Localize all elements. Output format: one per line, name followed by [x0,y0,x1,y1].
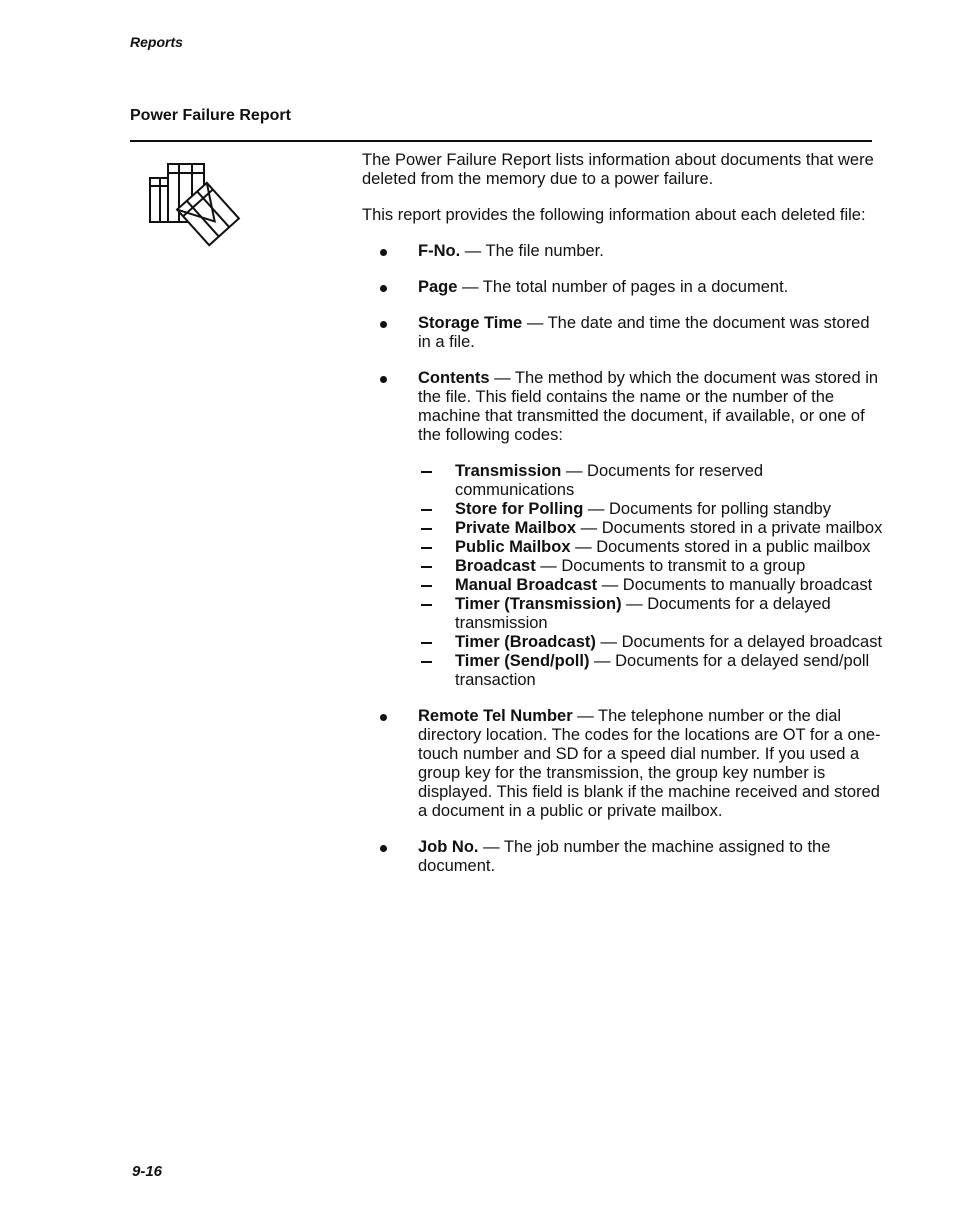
field-term: Job No. [418,838,479,856]
field-term: Remote Tel Number [418,707,573,725]
code-description: — Documents to transmit to a group [535,557,806,575]
dash-icon [421,566,432,568]
running-head: Reports [130,34,183,50]
bullet-icon [380,249,387,256]
code-term: Public Mailbox [455,538,571,556]
code-item [418,652,886,690]
title-rule [130,140,872,142]
code-term: Transmission [455,462,562,480]
code-description: — Documents for polling standby [583,500,831,518]
bullet-icon [380,285,387,292]
code-item [418,576,886,595]
bullet-icon [380,845,387,852]
field-description: — The telephone number or the dial directory location. The codes for the locations are OT for a one-touch number and SD for a speed dial number. If you used a group key for the transmission, the group key number is displayed. This field is blank if the machine received and stored a document in a public or private mailbox. [418,707,881,820]
list-item [362,838,886,876]
code-term: Timer (Broadcast) [455,633,596,651]
list-item [362,369,886,690]
code-term: Store for Polling [455,500,584,518]
document-files-icon [146,158,242,248]
code-term: Private Mailbox [455,519,577,537]
dash-icon [421,471,432,473]
dash-icon [421,661,432,663]
bullet-icon [380,321,387,328]
bullet-icon [380,376,387,383]
code-item [418,557,886,576]
code-item [418,519,886,538]
bullet-icon [380,714,387,721]
list-item [362,278,886,297]
list-item [362,242,886,261]
code-description: — Documents to manually broadcast [597,576,873,594]
field-description: — The date and time the document was stored in a file. [418,314,870,351]
page-number: 9-16 [132,1163,163,1180]
code-description: — Documents stored in a private mailbox [576,519,883,537]
code-description: — Documents for a delayed send/poll transaction [455,652,870,689]
code-description: — Documents stored in a public mailbox [570,538,871,556]
field-description: — The job number the machine assigned to the document. [418,838,831,875]
field-term: Storage Time [418,314,523,332]
code-description: — Documents for reserved communications [455,462,764,499]
dash-icon [421,509,432,511]
code-item [418,462,886,500]
code-item [418,538,886,557]
field-description: — The file number. [460,242,604,260]
code-term: Broadcast [455,557,536,575]
report-description [362,151,886,893]
field-description: — The total number of pages in a document. [457,278,789,296]
code-item [418,595,886,633]
field-term: F-No. [418,242,461,260]
dash-icon [421,528,432,530]
code-item [418,500,886,519]
field-description: — The method by which the document was stored in the file. This field contains the name or the number of the machine that transmitted the document, if available, or one of the following codes: [418,369,879,444]
code-item [418,633,886,652]
field-term: Contents [418,369,490,387]
code-description: — Documents for a delayed transmission [455,595,831,632]
dash-icon [421,585,432,587]
intro-paragraph: The Power Failure Report lists information about documents that were deleted from the memory due to a power failure. [362,151,874,188]
field-list [362,242,886,876]
section-title: Power Failure Report [130,107,291,124]
list-item [362,314,886,352]
dash-icon [421,547,432,549]
dash-icon [421,604,432,606]
contents-code-list [418,462,886,690]
dash-icon [421,642,432,644]
intro-paragraph: This report provides the following information about each deleted file: [362,206,866,224]
code-term: Manual Broadcast [455,576,598,594]
code-description: — Documents for a delayed broadcast [595,633,883,651]
field-term: Page [418,278,458,296]
code-term: Timer (Send/poll) [455,652,590,670]
list-item [362,707,886,821]
code-term: Timer (Transmission) [455,595,622,613]
